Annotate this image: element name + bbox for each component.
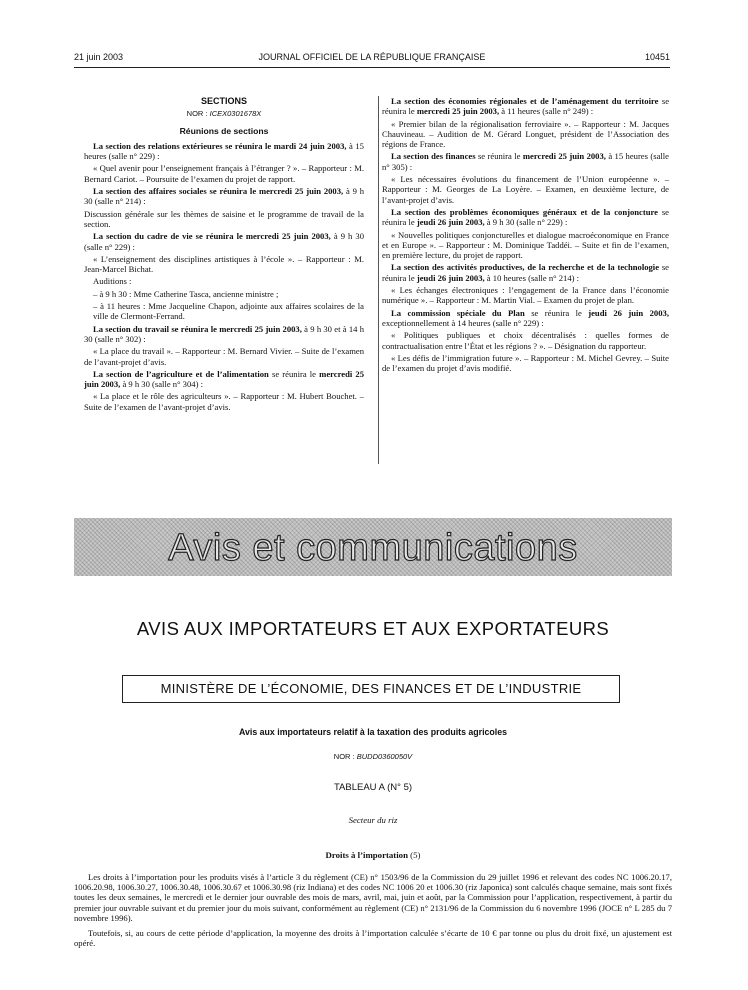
paragraph: « Les échanges électroniques : l’engagement de la France dans l’économie numérique ». – Rapporteur : M. Martin Vial. – Examen du projet de plan. (382, 285, 669, 306)
column-divider (378, 96, 379, 464)
header-date: 21 juin 2003 (74, 52, 124, 62)
droits-heading (74, 850, 672, 860)
header-page-number: 10451 (644, 52, 670, 62)
nor-label: NOR : (333, 752, 355, 761)
section-name: La section des activités productives, de la recherche et de la technologie (391, 262, 660, 273)
page-header (74, 52, 670, 66)
text-fragment: se réunira le (382, 262, 669, 283)
banner-title: Avis et communications (168, 527, 578, 569)
meeting-date: jeudi 26 juin 2003, (588, 307, 669, 318)
list-item: – à 11 heures : Mme Jacqueline Chapon, adjointe aux affaires scolaires de la ville de Clermont-Ferrand. (93, 301, 364, 322)
section-name: La commission spéciale du Plan (391, 307, 525, 318)
meeting-time: à 9 h 30 (salle n° 229) : (84, 231, 364, 252)
nor-code: BUDD0360050V (356, 752, 413, 761)
text-fragment: se réunira le (382, 96, 670, 117)
paragraph (84, 324, 364, 345)
droits-note: (5) (407, 850, 421, 860)
list-item: – à 9 h 30 : Mme Catherine Tasca, ancienne ministre ; (93, 288, 279, 299)
paragraph: Discussion générale sur les thèmes de saisine et le programme de travail de la section. (84, 208, 364, 229)
meeting-date: mercredi 25 juin 2003, (522, 151, 606, 162)
paragraph (382, 308, 669, 329)
avis-heading: AVIS AUX IMPORTATEURS ET AUX EXPORTATEURS (136, 618, 610, 639)
paragraph (84, 369, 364, 390)
avis-nor (74, 752, 672, 761)
meeting-time: à 9 h 30 (salle n° 229) : (484, 217, 568, 228)
paragraph: Auditions : (93, 276, 132, 287)
paragraph: Les droits à l’importation pour les produits visés à l’article 3 du règlement (CE) n° 1503/96 de la Commission du 29 juillet 1996 et relevant des codes NC 1006.20.17, 1006.20.98, 1006.30.27, 1006.30.48, 1006.30.67 et 1006.30.98 (riz Indiana) et des codes NC 1006 20 et 1006.30 (riz Japonica) sont calculés chaque semaine, mais sont fixés toutes les deux semaines, le mercredi et le dernier jour ouvrable des mois de mars, avril, mai, juin et août, par la Commission pour l’application, respectivement, à partir du premier jour ouvrable suivant et du premier jour du mois suivant, conformément au règlement (CE) n° 2131/96 de la Commission du 6 novembre 1996 (JOCE n° L 285 du 7 novembre 1996). (74, 872, 672, 923)
paragraph (382, 262, 669, 283)
paragraph: « Premier bilan de la régionalisation ferroviaire ». – Rapporteur : M. Jacques Chauvineau. – Audition de M. Gérard Longuet, président de l’Association des régions de France. (382, 118, 669, 150)
section-name: La section des problèmes économiques généraux et de la conjoncture (391, 206, 658, 217)
paragraph: « Les nécessaires évolutions du financement de l’Union européenne ». – Rapporteur : M. Georges de La Loyère. – Examen, en deuxième lecture, de l’avant-projet d’avis. (382, 174, 669, 205)
droits-bold: Droits à l’importation (325, 850, 408, 860)
nor-code: ICEX0301678X (209, 109, 262, 119)
section-name: La section du cadre de vie se réunira le mercredi 25 juin 2003, (93, 231, 331, 242)
avis-title: Avis aux importateurs relatif à la taxation des produits agricoles (238, 727, 508, 737)
meeting-time: à 10 heures (salle n° 214) : (484, 272, 580, 283)
paragraph: « L’enseignement des disciplines artistiques à l’école ». – Rapporteur : M. Jean-Marcel Bichat. (84, 253, 364, 275)
section-name: La section des affaires sociales se réunira le mercredi 25 juin 2003, (93, 186, 344, 197)
meeting-time: à 9 h 30 et à 14 h 30 (salle n° 302) : (84, 323, 364, 344)
text-fragment: se réunira le (524, 307, 589, 318)
meeting-date: jeudi 26 juin 2003, (416, 272, 485, 283)
header-rule (74, 67, 670, 68)
sections-subtitle: Réunions de sections (179, 125, 269, 136)
paragraph (84, 141, 364, 162)
paragraph (382, 96, 669, 117)
meeting-time: exceptionnellement à 14 heures (salle n° 229) : (382, 317, 544, 328)
paragraph: « Quel avenir pour l’enseignement français à l’étranger ? ». – Rapporteur : M. Bernard Cariot. – Poursuite de l’examen du projet de rapport. (84, 163, 364, 184)
paragraph: « Nouvelles politiques conjoncturelles et dialogue macroéconomique en France et en Europe ». – Rapporteur : M. Dominique Taddéi. – Suite et fin de l’examen, en première lecture, du projet de rapport. (382, 229, 669, 261)
body-text (74, 872, 672, 953)
right-column (382, 96, 669, 375)
text-fragment: se réunira le (268, 368, 320, 379)
paragraph: « La place du travail ». – Rapporteur : M. Bernard Vivier. – Suite de l’examen de l’avant-projet d’avis. (84, 346, 364, 367)
meeting-time: à 9 h 30 (salle n° 214) : (84, 186, 365, 207)
ministry-box: MINISTÈRE DE L’ÉCONOMIE, DES FINANCES ET DE L’INDUSTRIE (122, 675, 620, 703)
left-column (84, 96, 364, 414)
paragraph (84, 186, 364, 207)
sections-nor (84, 109, 364, 119)
paragraph: « La place et le rôle des agriculteurs ». – Rapporteur : M. Hubert Bouchet. – Suite de l’examen de l’avant-projet d’avis. (84, 391, 364, 412)
meeting-time: à 9 h 30 (salle n° 304) : (120, 379, 203, 390)
section-name: La section des relations extérieures se réunira le mardi 24 juin 2003, (93, 140, 347, 151)
paragraph: Toutefois, si, au cours de cette période d’application, la moyenne des droits à l’importation calculée s’écarte de 10 € par tonne ou plus du droit fixé, un ajustement est opéré. (74, 928, 672, 949)
secteur-title: Secteur du riz (348, 815, 398, 825)
section-name: La section des économies régionales et de l’aménagement du territoire (391, 96, 659, 106)
meeting-date: jeudi 26 juin 2003, (416, 217, 485, 228)
paragraph: « Les défis de l’immigration future ». – Rapporteur : M. Michel Gevrey. – Suite de l’examen du projet d’avis modifié. (382, 352, 669, 374)
meeting-date: mercredi 25 juin 2003, (84, 368, 364, 390)
section-name: La section de l’agriculture et de l’alimentation (93, 368, 269, 379)
meeting-date: mercredi 25 juin 2003, (416, 106, 500, 117)
meeting-time: à 11 heures (salle n° 249) : (499, 106, 594, 117)
text-fragment: se réunira le (382, 206, 669, 228)
paragraph (382, 151, 669, 172)
section-name: La section du travail se réunira le mercredi 25 juin 2003, (93, 323, 302, 334)
paragraph (84, 231, 364, 252)
paragraph (382, 207, 669, 228)
nor-label: NOR : (186, 109, 208, 119)
meeting-time: à 15 heures (salle n° 305) : (382, 151, 669, 172)
meeting-time: à 15 heures (salle n° 229) : (84, 140, 364, 162)
text-fragment: se réunira le (475, 151, 523, 162)
sections-title: SECTIONS (200, 96, 247, 106)
tableau-title: TABLEAU A (N° 5) (333, 782, 413, 793)
header-journal-title: JOURNAL OFFICIEL DE LA RÉPUBLIQUE FRANÇAISE (258, 52, 486, 62)
section-name: La section des finances (391, 151, 476, 162)
paragraph: « Politiques publiques et choix décentralisés : quelles formes de contractualisation entre l’État et les régions ? ». – Désignation du rapporteur. (382, 330, 669, 351)
